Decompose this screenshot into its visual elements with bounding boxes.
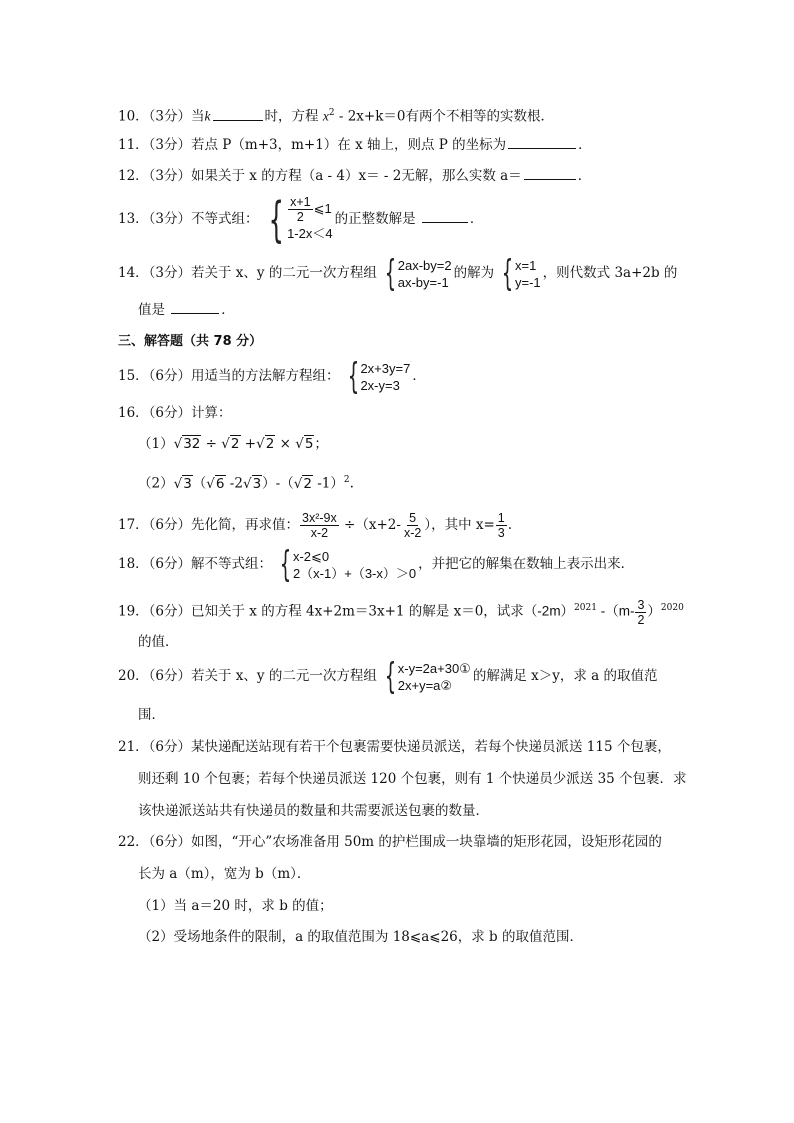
question-18: 18．（6分）解不等式组： { x-2⩽0 2（x-1）+（3-x）＞0 ，并把它的解集在数轴上表示出来． bbox=[118, 543, 635, 585]
question-20: 20．（6分）若关于 x、y 的二元一次方程组 { x-y=2a+30① 2x+y=a② 的解满足 x＞y，求 a 的取值范 bbox=[118, 655, 658, 697]
question-22-line2: 长为 a（m），宽为 b（m）． bbox=[138, 866, 311, 882]
section-heading: 三、解答题（共 78 分） bbox=[118, 334, 263, 349]
question-22: 22．（6分）如图，“开心”农场准备用 50m 的护栏围成一块靠墙的矩形花园，设矩形花园的 bbox=[118, 834, 662, 850]
answer-blank[interactable] bbox=[213, 106, 263, 121]
question-19: 19．（6分）已知关于 x 的方程 4x+2m＝3x+1 的解是 x＝0，试求$(-2m)^{2021}$ -（m- $\frac{3}{2}$ ）$^{2020}$ bbox=[118, 597, 684, 627]
brace-icon: { bbox=[384, 655, 397, 697]
answer-blank[interactable] bbox=[524, 165, 576, 180]
question-10: 10．（3分）当k 时，方程 $x^2 - 2x+k=0$有两个不相等的实数根． bbox=[118, 103, 554, 127]
equation-system: { 2ax-by=2 ax-by=-1 bbox=[384, 252, 452, 294]
question-13: 13．（3分）不等式组： { $\frac{x+1}{2}$ ⩽1 1-2x＜4 的正整数解是 ． bbox=[118, 191, 484, 248]
fraction: $\frac{1}{3}$ bbox=[497, 511, 505, 540]
answer-blank[interactable] bbox=[171, 299, 219, 314]
question-16: 16．（6分）计算： bbox=[118, 405, 232, 421]
question-22-part1: （1）当 a＝20 时，求 b 的值； bbox=[138, 898, 333, 914]
brace-icon: { bbox=[347, 355, 359, 397]
question-12: 12．（3分）如果关于 x 的方程（a - 4）x＝ - 2无解，那么实数 a＝ ． bbox=[118, 165, 591, 186]
fraction: $\frac{3}{2}$ bbox=[637, 597, 645, 627]
inequality-system: { x-2⩽0 2（x-1）+（3-x）＞0 bbox=[279, 543, 417, 585]
question-16-part2: （2）√3（√6 -2√3）-（√2 -1）$^2$. bbox=[138, 475, 354, 492]
answer-blank[interactable] bbox=[508, 134, 576, 149]
question-16-part1: （1）√32 ÷ √2 +√2 × √5； bbox=[138, 436, 328, 452]
question-19-line2: 的值． bbox=[138, 634, 179, 650]
question-21: 21．（6分）某快递配送站现有若干个包裹需要快递员派送，若每个快递员派送 115 个包裹， bbox=[118, 739, 671, 755]
fraction: $\frac{\text{3x²-9x}}{x-2}$ bbox=[302, 511, 337, 540]
question-14-line2: 值是 ． bbox=[138, 299, 235, 320]
answer-blank[interactable] bbox=[422, 208, 468, 223]
question-22-part2: （2）受场地条件的限制，a 的取值范围为 18⩽a⩽26，求 b 的取值范围． bbox=[138, 929, 583, 945]
inequality-system: { $\frac{x+1}{2}$ ⩽1 1-2x＜4 bbox=[268, 191, 333, 248]
fraction: $\frac{5}{x-2}$ bbox=[403, 511, 422, 540]
brace-icon: { bbox=[268, 191, 284, 248]
question-14: 14．（3分）若关于 x、y 的二元一次方程组 { 2ax-by=2 ax-by=-1 的解为 { x=1 y=-1 ，则代数式 3a+2b 的 bbox=[118, 252, 678, 294]
brace-icon: { bbox=[279, 543, 292, 585]
question-21-line3: 该快递派送站共有快递员的数量和共需要派送包裹的数量． bbox=[138, 803, 489, 819]
brace-icon: { bbox=[384, 252, 397, 294]
question-17: 17．（6分）先化简，再求值： $\frac{\text{3x²-9x}}{x-2}$ ÷（x+2- $\frac{5}{x-2}$ ），其中 x= $\frac{1}{3}$ . bbox=[118, 511, 513, 540]
question-20-line2: 围． bbox=[138, 707, 165, 723]
question-21-line2: 则还剩 10 个包裹；若每个快递员派送 120 个包裹，则有 1 个快递员少派送 35 个包裹．求 bbox=[138, 771, 687, 787]
brace-icon: { bbox=[501, 252, 514, 294]
equation-system: { 2x+3y=7 2x-y=3 bbox=[347, 355, 411, 397]
question-15: 15．（6分）用适当的方法解方程组： { 2x+3y=7 2x-y=3 ． bbox=[118, 355, 426, 397]
equation-system: { x-y=2a+30① 2x+y=a② bbox=[384, 655, 471, 697]
solution-system: { x=1 y=-1 bbox=[501, 252, 541, 294]
question-11: 11．（3分）若点 P（m+3，m+1）在 x 轴上，则点 P 的坐标为 ． bbox=[118, 134, 592, 155]
